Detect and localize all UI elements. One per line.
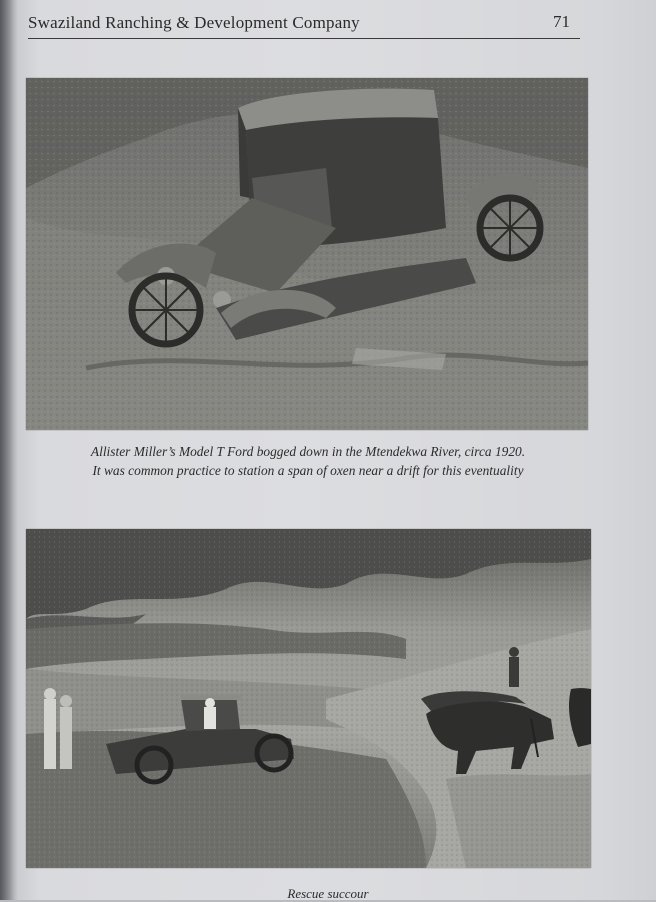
- spine-shadow: [0, 0, 18, 900]
- caption-line-1: Allister Miller’s Model T Ford bogged down in the Mtendekwa River, circa 1920.: [90, 444, 526, 459]
- page-number: 71: [553, 12, 570, 31]
- photo-1-caption: [28, 442, 588, 480]
- photo-oxen-illustration: [26, 529, 591, 868]
- photo-model-t-illustration: [26, 78, 588, 430]
- photo-oxen-rescue: [26, 529, 591, 868]
- photo-model-t-bogged: [26, 78, 588, 430]
- running-head: [28, 10, 580, 39]
- running-head-title: Swaziland Ranching & Development Company: [28, 13, 360, 32]
- photo-2-caption: Rescue succour: [287, 886, 369, 901]
- caption-line-2: It was common practice to station a span of oxen near a drift for this eventuality: [92, 463, 524, 478]
